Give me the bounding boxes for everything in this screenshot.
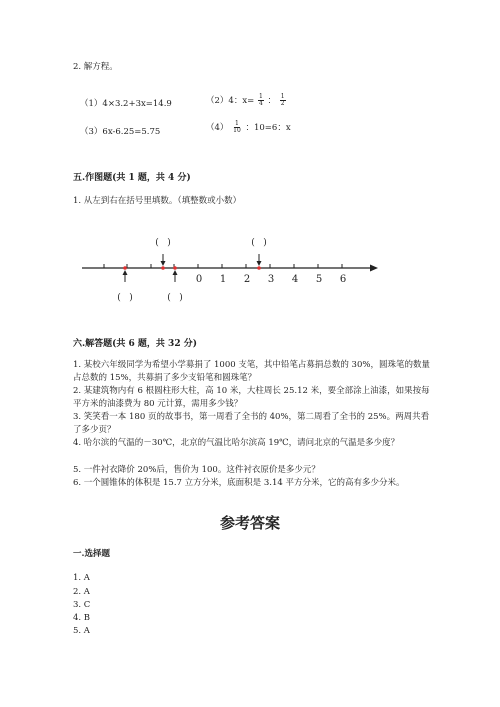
number-line-figure: [0, 228, 500, 338]
section6-title: 六.解答题(共 6 题，共 32 分): [73, 339, 197, 349]
equation-2-fraction-2: [280, 94, 286, 107]
tick-label-5: 5: [315, 274, 323, 285]
answer-blank-above-1: ( ): [155, 238, 171, 248]
equation-2-prefix: （2）4：x=: [206, 96, 255, 106]
number-line-ticks: [104, 264, 342, 268]
section6-question-2: 2. 某建筑物内有 6 根圆柱形大柱，高 10 米，大柱周长 25.12 米，要全部涂上油漆，如果按每平方米的油漆费为 80 元计算，需用多少钱？: [73, 386, 430, 409]
answer-item-2: 2. A: [73, 587, 90, 597]
equation-4-suffix: ：10=6：x: [245, 123, 291, 133]
point-marker: [161, 266, 165, 270]
arrows-from-below: [123, 270, 178, 282]
section6-question-6: 6. 一个圆锥体的体积是 15.7 立方分米，底面积是 3.14 平方分米，它的高有多少分米。: [73, 478, 405, 488]
arrowhead-down: [257, 261, 262, 266]
tick-label-6: 6: [339, 274, 347, 285]
equation-4-prefix: （4）: [206, 123, 229, 133]
answer-item-3: 3. C: [73, 600, 91, 610]
answer-item-4: 4. B: [73, 613, 91, 623]
tick-label-1: 1: [219, 274, 227, 285]
fraction-numerator: 1: [235, 120, 239, 127]
equation-3: （3）6x-6.25=5.75: [80, 127, 161, 137]
equation-2-colon: ：: [267, 96, 276, 106]
section5-question-1: 1. 从左到右在括号里填数。（填整数或小数）: [73, 196, 242, 206]
tick-label-0: 0: [195, 274, 203, 285]
answer-blank-below-2: ( ): [167, 293, 183, 303]
equation-1: （1）4×3.2+3x=14.9: [80, 99, 172, 109]
section6-question-4: 4. 哈尔滨的气温的－30℃，北京的气温比哈尔滨高 19℃，请问北京的气温是多少度？: [73, 438, 400, 448]
arrowhead-up: [123, 270, 128, 275]
point-marker: [123, 266, 127, 270]
answers-title: 参考答案: [219, 514, 280, 532]
point-marker: [257, 266, 261, 270]
tick-label-4: 4: [291, 274, 299, 285]
arrowhead-up: [173, 270, 178, 275]
answer-item-5: 5. A: [73, 626, 90, 636]
number-line-arrowhead: [370, 265, 378, 272]
answer-item-1: 1. A: [73, 573, 90, 583]
solve-heading: 2. 解方程。: [73, 62, 118, 72]
section6-question-5: 5. 一件衬衣降价 20%后，售价为 100。这件衬衣原价是多少元？: [73, 465, 320, 475]
tick-label-3: 3: [267, 274, 275, 285]
fraction-numerator: 1: [258, 93, 263, 100]
answers-section1-heading: 一.选择题: [73, 549, 110, 559]
arrowhead-down: [161, 261, 166, 266]
equation-4-fraction: [232, 121, 242, 134]
tick-label-2: 2: [243, 274, 251, 285]
answer-blank-below-1: ( ): [117, 293, 133, 303]
equation-2-fraction-1: [258, 94, 264, 107]
fraction-denominator: 4: [258, 100, 263, 107]
fraction-denominator: 10: [233, 127, 241, 134]
section5-title: 五.作图题(共 1 题，共 4 分): [73, 173, 191, 183]
equation-2: [206, 94, 287, 107]
section6-question-3: 3. 笑笑看一本 180 页的故事书，第一周看了全书的 40%，第二周看了全书的 25%。两周共看了多少页？: [73, 412, 430, 435]
equation-4: [206, 121, 291, 134]
point-marker: [173, 266, 177, 270]
fraction-denominator: 2: [280, 100, 285, 107]
fraction-numerator: 1: [280, 93, 285, 100]
answer-blank-above-2: ( ): [251, 238, 267, 248]
section6-question-1: 1. 某校六年级同学为希望小学募捐了 1000 支笔，其中铅笔占募捐总数的 30%，圆珠笔的数量占总数的 15%，共募捐了多少支铅笔和圆珠笔？: [73, 360, 430, 383]
